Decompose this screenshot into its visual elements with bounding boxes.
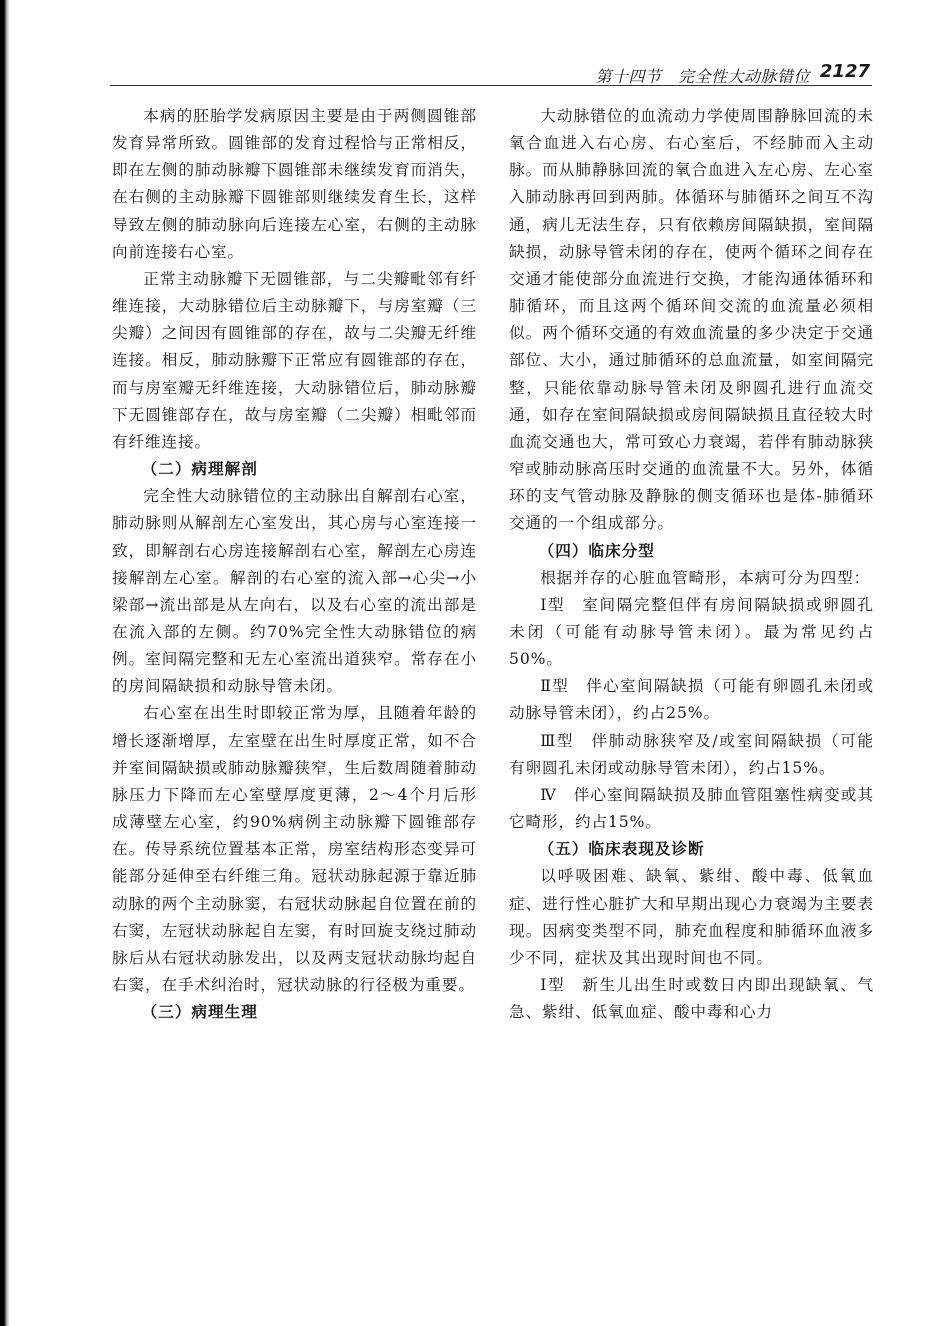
paragraph: 完全性大动脉错位的主动脉出自解剖右心室，肺动脉则从解剖左心室发出，其心房与心室连接一致，即解剖右心房连接解剖右心室，解剖左心房连接解剖左心室。解剖的右心室的流入部→心尖→小梁部→流出部是从左向右，以及右心室的流出部是在流入部的左侧。约70%完全性大动脉错位的病例。室间隔完整和无左心室流出道狭窄。常存在小的房间隔缺损和动脉导管未闭。 xyxy=(112,487,477,696)
header-rule xyxy=(110,85,872,86)
paragraph: 大动脉错位的血流动力学使周围静脉回流的未氧合血进入右心房、右心室后，不经肺而入主动脉。而从肺静脉回流的氧合血进入左心房、左心室入肺动脉再回到两肺。体循环与肺循环之间互不沟通，病儿无法生存，只有依赖房间隔缺损，室间隔缺损，动脉导管未闭的存在，使两个循环之间存在交通才能使部分血流进行交换，才能沟通体循环和肺循环，而且这两个循环间交流的血流量必须相似。两个循环交通的有效血流量的多少决定于交通部位、大小，通过肺循环的总血流量，如室间隔完整，只能依靠动脉导管未闭及卵圆孔进行血流交通，如存在室间隔缺损或房间隔缺损且直径较大时血流交通也大，常可致心力衰竭，若伴有肺动脉狭窄或肺动脉高压时交通的血流量不大。另外，体循环的支气管动脉及静脉的侧支循环也是体-肺循环交通的一个组成部分。 xyxy=(509,107,874,533)
scan-edge xyxy=(0,0,10,1326)
paragraph: 以呼吸困难、缺氧、紫绀、酸中毒、低氧血症、进行性心脏扩大和早期出现心力衰竭为主要表现。因病变类型不同，肺充血程度和肺循环血液多少不同，症状及其出现时间也不同。 xyxy=(509,867,874,967)
paragraph: 右心室在出生时即较正常为厚，且随着年龄的增长逐渐增厚，左室壁在出生时厚度正常，如不合并室间隔缺损或肺动脉瓣狭窄，生后数周随着肺动脉压力下降而左心室壁厚度更薄，2～4个月后形成薄壁左心室，约90%病例主动脉瓣下圆锥部存在。传导系统位置基本正常，房室结构形态变异可能部分延伸至右纤维三角。冠状动脉起源于靠近肺动脉的两个主动脉窦，右冠状动脉起自位置在前的右窦，左冠状动脉起自左窦，有时回旋支绕过肺动脉后从右冠状动脉发出，以及两支冠状动脉均起自右窦，在手术纠治时，冠状动脉的行径极为重要。 xyxy=(112,704,477,994)
section-heading: （四）临床分型 xyxy=(538,541,655,560)
section-heading: （二）病理解剖 xyxy=(141,460,258,479)
paragraph: 本病的胚胎学发病原因主要是由于两侧圆锥部发育异常所致。圆锥部的发育过程恰与正常相反，即在左侧的肺动脉瓣下圆锥部未继续发育而消失，在右侧的主动脉瓣下圆锥部则继续发育生长，这样导致左侧的肺动脉向后连接左心室，右侧的主动脉向前连接右心室。 xyxy=(112,107,477,261)
paragraph: Ⅲ型 伴肺动脉狭窄及/或室间隔缺损（可能有卵圆孔未闭或动脉导管未闭），约占15%。 xyxy=(509,731,874,777)
running-title: 第十四节 完全性大动脉错位 xyxy=(595,67,810,86)
right-column xyxy=(509,103,874,1026)
section-heading: （三）病理生理 xyxy=(141,1003,258,1022)
section-heading: （五）临床表现及诊断 xyxy=(538,840,705,859)
left-column xyxy=(112,103,477,1026)
paragraph: 正常主动脉瓣下无圆锥部，与二尖瓣毗邻有纤维连接，大动脉错位后主动脉瓣下，与房室瓣（三尖瓣）之间因有圆锥部的存在，故与二尖瓣无纤维连接。相反，肺动脉瓣下正常应有圆锥部的存在，而与房室瓣无纤维连接，大动脉错位后，肺动脉瓣下无圆锥部存在，故与房室瓣（二尖瓣）相毗邻而有纤维连接。 xyxy=(112,269,477,451)
paragraph: Ⅱ型 伴心室间隔缺损（可能有卵圆孔未闭或动脉导管未闭），约占25%。 xyxy=(509,677,874,723)
paragraph: Ⅳ 伴心室间隔缺损及肺血管阻塞性病变或其它畸形，约占15%。 xyxy=(509,785,874,832)
paragraph: 根据并存的心脏血管畸形，本病可分为四型： xyxy=(540,568,871,587)
paragraph: Ⅰ型 新生儿出生时或数日内即出现缺氧、气急、紫绀、低氧血症、酸中毒和心力 xyxy=(509,976,874,1022)
page-header xyxy=(110,56,872,86)
paragraph: Ⅰ型 室间隔完整但伴有房间隔缺损或卵圆孔未闭（可能有动脉导管未闭）。最为常见约占50%。 xyxy=(509,595,874,669)
page-number: 2127 xyxy=(819,61,870,82)
